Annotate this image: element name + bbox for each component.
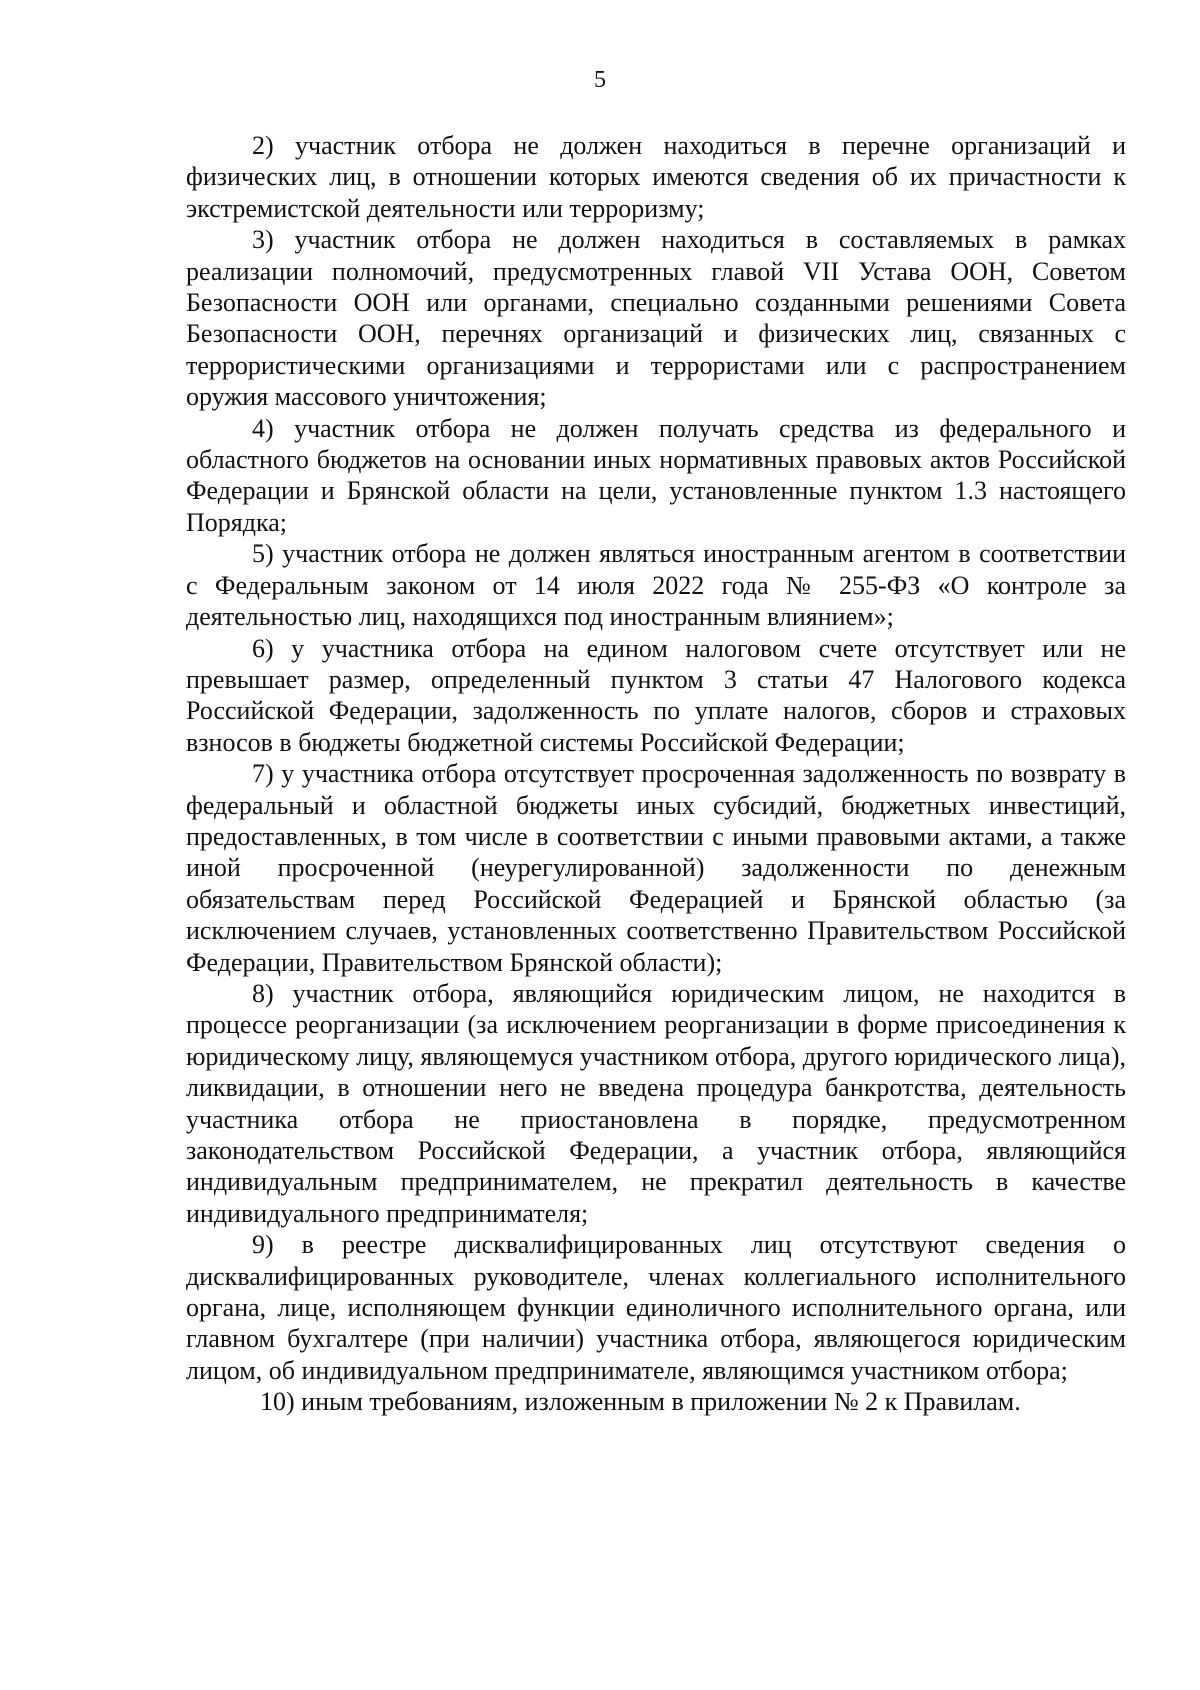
requirement-item-9: 9) в реестре дисквалифицированных лиц отсутствуют сведения о дисквалифицированных руководителе, членах коллегиального исполнительного органа, лице, исполняющем функции единоличного исполнительного органа, или главном бухгалтере (при наличии) участника отбора, являющегося юридическим лицом, об индивидуальном предпринимателе, являющимся участником отбора; [186,1230,1126,1385]
requirement-item-4: 4) участник отбора не должен получать средства из федерального и областного бюджетов на основании иных нормативных правовых актов Российской Федерации и Брянской области на цели, установленные пунктом 1.3 настоящего Порядка; [186,413,1126,537]
requirement-item-8: 8) участник отбора, являющийся юридическим лицом, не находится в процессе реорганизации (за исключением реорганизации в форме присоединения к юридическому лицу, являющемуся участником отбора, другого юридического лица), ликвидации, в отношении него не введена процедура банкротства, деятельность участника отбора не приостановлена в порядке, предусмотренном законодательством Российской Федерации, а участник отбора, являющийся индивидуальным предпринимателем, не прекратил деятельность в качестве индивидуального предпринимателя; [186,978,1126,1228]
page-number: 5 [594,67,606,93]
document-body [186,130,1126,1418]
requirement-item-5: 5) участник отбора не должен являться иностранным агентом в соответствии с Федеральным законом от 14 июля 2022 года № 255-ФЗ «О контроле за деятельностью лиц, находящихся под иностранным влиянием»; [186,539,1126,632]
requirement-item-10: 10) иным требованиям, изложенным в приложении № 2 к Правилам. [260,1387,1021,1417]
requirement-item-3: 3) участник отбора не должен находиться в составляемых в рамках реализации полномочий, предусмотренных главой VII Устава ООН, Советом Безопасности ООН или органами, специально созданными решениями Совета Безопасности ООН, перечнях организаций и физических лиц, связанных с террористическими организациями и террористами или с распространением оружия массового уничтожения; [186,225,1126,412]
requirement-item-6: 6) у участника отбора на едином налоговом счете отсутствует или не превышает размер, определенный пунктом 3 статьи 47 Налогового кодекса Российской Федерации, задолженность по уплате налогов, сборов и страховых взносов в бюджеты бюджетной системы Российской Федерации; [186,633,1126,757]
requirement-item-7: 7) у участника отбора отсутствует просроченная задолженность по возврату в федеральный и областной бюджеты иных субсидий, бюджетных инвестиций, предоставленных, в том числе в соответствии с иными правовыми актами, а также иной просроченной (неурегулированной) задолженности по денежным обязательствам перед Российской Федерацией и Брянской областью (за исключением случаев, установленных соответственно Правительством Российской Федерации, Правительством Брянской области); [186,759,1126,977]
requirement-item-2: 2) участник отбора не должен находиться в перечне организаций и физических лиц, в отношении которых имеются сведения об их причастности к экстремистской деятельности или терроризму; [186,131,1126,223]
